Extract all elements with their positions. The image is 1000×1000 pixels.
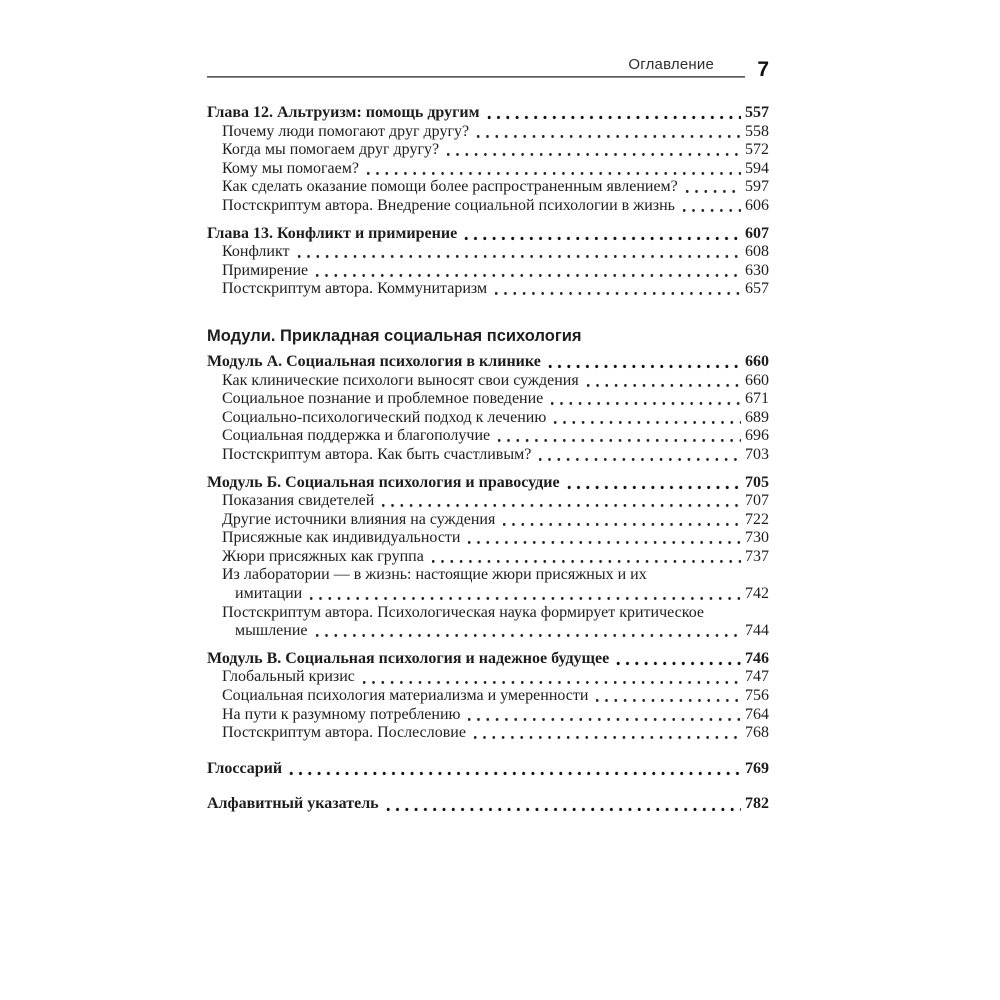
dot-leader — [431, 548, 741, 567]
toc-row — [207, 668, 769, 687]
toc-entry-page: 764 — [745, 705, 769, 723]
toc-row — [207, 566, 769, 585]
dot-leader — [476, 123, 741, 142]
toc-entry-title: Глобальный кризис — [222, 668, 355, 686]
toc-row — [207, 160, 769, 179]
dot-leader — [487, 104, 742, 123]
toc-row — [207, 104, 769, 123]
toc-entry-title: Когда мы помогаем друг другу? — [222, 141, 440, 159]
chapter-block — [207, 353, 769, 465]
toc-entry-title: Из лаборатории — в жизнь: настоящие жюри присяжных и их — [222, 566, 647, 584]
dot-leader — [366, 160, 741, 179]
toc-entry-title: Постскриптум автора. Внедрение социальной психологии в жизнь — [222, 196, 675, 214]
page-header — [207, 52, 769, 81]
header-rule — [207, 76, 745, 78]
toc-row — [207, 409, 769, 428]
part-heading: Модули. Прикладная социальная психология — [207, 326, 582, 345]
toc-row — [207, 280, 769, 299]
toc-entry-title: Показания свидетелей — [222, 492, 375, 510]
dot-leader — [309, 585, 741, 604]
toc-entry-title: Как клинические психологи выносят свои суждения — [222, 371, 579, 389]
toc-entry-page: 607 — [745, 224, 769, 242]
toc-entry-page: 606 — [745, 196, 769, 214]
dot-leader — [297, 243, 741, 262]
toc-entry-title: Модуль Б. Социальная психология и правосудие — [207, 473, 560, 491]
toc-entry-title: Как сделать оказание помощи более распространенным явлением? — [222, 178, 678, 196]
toc-entry-page: 744 — [745, 622, 769, 640]
toc-entry-page: 768 — [745, 724, 769, 742]
toc-entry-title: Социально-психологический подход к лечению — [222, 408, 547, 426]
dot-leader — [467, 706, 741, 725]
dot-leader — [315, 262, 741, 281]
toc-entry-page: 696 — [745, 427, 769, 445]
toc-row — [207, 243, 769, 262]
toc-row — [207, 372, 769, 391]
toc-row — [207, 353, 769, 372]
toc-entry-page: 747 — [745, 668, 769, 686]
toc-entry-page: 630 — [745, 261, 769, 279]
toc-row — [207, 123, 769, 142]
toc-entry-page: 730 — [745, 529, 769, 547]
toc-row — [207, 492, 769, 511]
dot-leader — [473, 724, 741, 743]
toc-row — [207, 604, 769, 623]
chapter-block — [207, 104, 769, 216]
toc-row — [207, 225, 769, 244]
toc-row — [207, 687, 769, 706]
dot-leader — [685, 178, 741, 197]
toc-entry-title: Модуль В. Социальная психология и надежное будущее — [207, 649, 610, 667]
toc-entry-title: Глава 12. Альтруизм: помощь другим — [207, 104, 480, 121]
toc-row — [207, 650, 769, 669]
dot-leader — [362, 668, 741, 687]
toc-entry-page: 742 — [745, 585, 769, 603]
backmatter-block — [207, 795, 769, 814]
toc-entry-page: 782 — [745, 795, 769, 813]
dot-leader — [386, 795, 741, 814]
dot-leader — [595, 687, 741, 706]
dot-leader — [446, 141, 741, 160]
toc-entry-page: 769 — [745, 759, 769, 777]
dot-leader — [381, 492, 741, 511]
dot-leader — [586, 372, 741, 391]
toc-row — [207, 474, 769, 493]
chapter-block — [207, 225, 769, 299]
toc-row — [207, 724, 769, 743]
dot-leader — [550, 390, 741, 409]
toc-row — [207, 446, 769, 465]
toc-entry-continuation: имитации — [235, 585, 303, 603]
toc-entry-title: Кому мы помогаем? — [222, 159, 359, 177]
backmatter-block — [207, 760, 769, 779]
toc-entry-title: Социальное познание и проблемное поведение — [222, 390, 544, 408]
toc-entry-title: Присяжные как индивидуальности — [222, 529, 461, 547]
toc-row — [207, 390, 769, 409]
toc-entry-title: Постскриптум автора. Как быть счастливым? — [222, 445, 532, 463]
toc-row — [207, 585, 769, 604]
chapter-block — [207, 474, 769, 641]
toc-entry-title: Алфавитный указатель — [207, 795, 379, 813]
toc-entry-title: Примирение — [222, 261, 309, 279]
toc-entry-page: 597 — [745, 178, 769, 196]
toc-entry-page: 671 — [745, 390, 769, 408]
toc-entry-title: Глава 13. Конфликт и примирение — [207, 224, 458, 242]
toc-entry-page: 660 — [745, 352, 769, 370]
dot-leader — [315, 622, 741, 641]
dot-leader — [538, 446, 741, 465]
toc-entry-page: 558 — [745, 122, 769, 140]
dot-leader — [464, 225, 741, 244]
toc-entry-page: 722 — [745, 510, 769, 528]
toc-row — [207, 795, 769, 814]
toc-entry-title: На пути к разумному потреблению — [222, 705, 461, 723]
toc-entry-title: Социальная психология материализма и умеренности — [222, 687, 589, 705]
toc-entry-page: 660 — [745, 371, 769, 389]
toc-entry-page: 557 — [745, 104, 769, 121]
dot-leader — [567, 474, 741, 493]
toc-entry-title: Глоссарий — [207, 759, 283, 777]
toc-row — [207, 262, 769, 281]
toc-row — [207, 197, 769, 216]
toc-entry-title: Другие источники влияния на суждения — [222, 510, 496, 528]
toc-entry-page: 756 — [745, 687, 769, 705]
dot-leader — [553, 409, 741, 428]
dot-leader — [548, 353, 741, 372]
toc-entry-page: 608 — [745, 243, 769, 261]
toc-entry-title: Почему люди помогают друг другу? — [222, 122, 470, 140]
dot-leader — [467, 529, 741, 548]
running-title: Оглавление — [628, 56, 714, 73]
toc-entry-title: Постскриптум автора. Коммунитаризм — [222, 280, 488, 298]
toc-entry-title: Социальная поддержка и благополучие — [222, 427, 491, 445]
toc-row — [207, 548, 769, 567]
toc-entry-title: Жюри присяжных как группа — [222, 547, 424, 565]
toc-row — [207, 622, 769, 641]
toc-entry-page: 657 — [745, 280, 769, 298]
toc-entry-page: 705 — [745, 473, 769, 491]
toc-row — [207, 141, 769, 160]
toc-row — [207, 706, 769, 725]
dot-leader — [502, 511, 741, 530]
dot-leader — [682, 197, 741, 216]
dot-leader — [289, 760, 741, 779]
toc-row — [207, 427, 769, 446]
chapter-block — [207, 650, 769, 743]
dot-leader — [616, 650, 741, 669]
toc-row — [207, 511, 769, 530]
toc-entry-title: Постскриптум автора. Психологическая наука формирует критическое — [222, 603, 704, 621]
page-number: 7 — [757, 58, 769, 81]
toc-entry-title: Конфликт — [222, 243, 290, 261]
toc-entry-page: 737 — [745, 547, 769, 565]
dot-leader — [497, 427, 741, 446]
toc-entry-page: 703 — [745, 445, 769, 463]
toc-entry-continuation: мышление — [235, 622, 308, 640]
toc-entry-title: Модуль А. Социальная психология в клинике — [207, 352, 541, 370]
toc-page — [207, 52, 769, 814]
toc-entry-page: 594 — [745, 159, 769, 177]
toc-entry-title: Постскриптум автора. Послесловие — [222, 724, 466, 742]
toc-row — [207, 529, 769, 548]
toc-entry-page: 572 — [745, 141, 769, 159]
toc — [207, 104, 769, 814]
dot-leader — [494, 280, 741, 299]
toc-entry-page: 689 — [745, 408, 769, 426]
toc-entry-page: 746 — [745, 649, 769, 667]
toc-entry-page: 707 — [745, 492, 769, 510]
toc-row — [207, 178, 769, 197]
toc-row — [207, 760, 769, 779]
